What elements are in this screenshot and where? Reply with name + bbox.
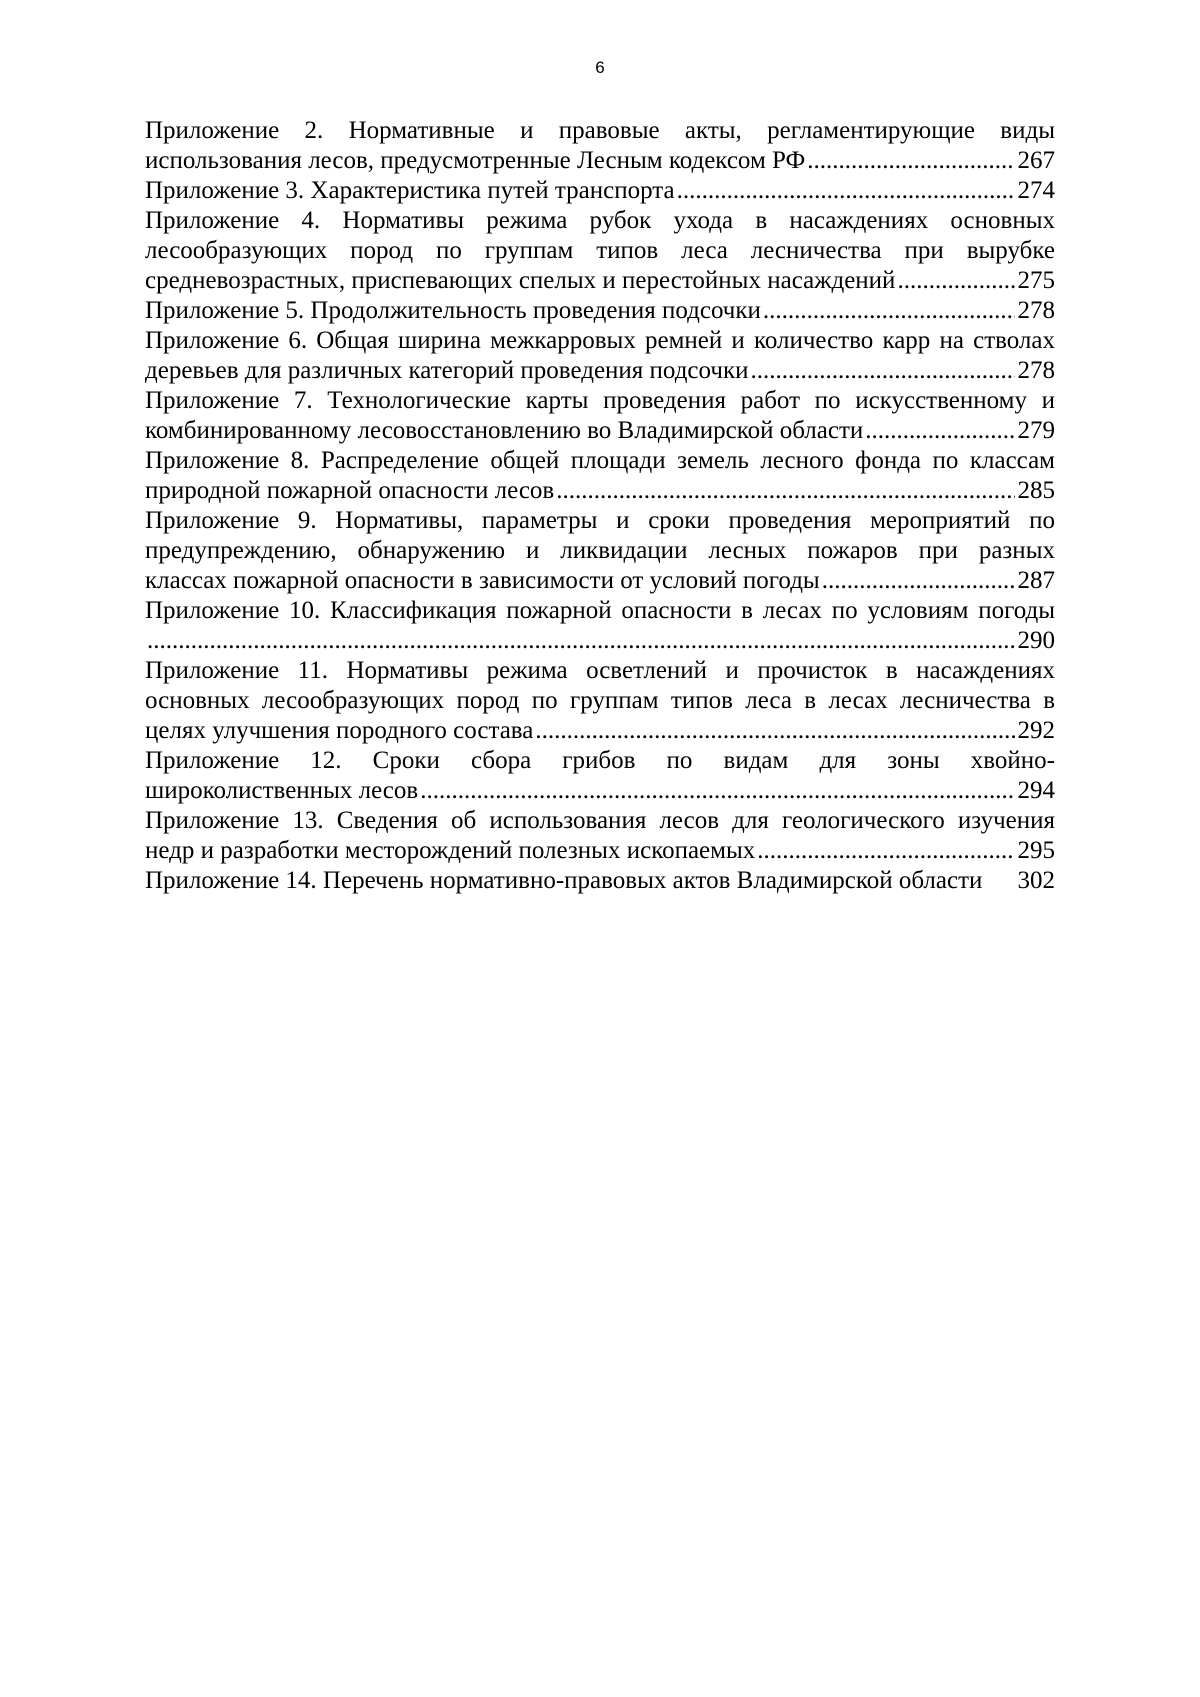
- toc-entry-text: недр и разработки месторождений полезных ископаемых: [145, 837, 756, 864]
- toc-entry-line: предупреждению, обнаружению и ликвидации лесных пожаров при разных: [145, 537, 1055, 564]
- dot-leader: [556, 476, 1014, 506]
- table-of-contents: [145, 116, 1055, 896]
- toc-entry-line: Приложение 6. Общая ширина межкарровых ремней и количество карр на стволах: [145, 327, 1055, 354]
- toc-entry-last-line: [145, 836, 1055, 866]
- toc-entry-line: Приложение 4. Нормативы режима рубок ухода в насаждениях основных: [145, 207, 1055, 234]
- toc-entry-page: 274: [1017, 177, 1055, 204]
- toc-entry-line: Приложение 7. Технологические карты проведения работ по искусственному и: [145, 387, 1055, 414]
- toc-entry-page: 287: [1017, 567, 1055, 594]
- dot-leader: [147, 626, 1015, 656]
- toc-entry-page: 279: [1017, 417, 1055, 444]
- dot-leader: [822, 566, 1015, 596]
- toc-entry-text: Приложение 5. Продолжительность проведения подсочки: [145, 297, 761, 324]
- toc-entry-last-line: [145, 296, 1055, 326]
- toc-entry-page: 285: [1017, 477, 1055, 504]
- toc-entry-line: Приложение 12. Сроки сбора грибов по видам для зоны хвойно-: [145, 747, 1055, 774]
- toc-entry-text: средневозрастных, приспевающих спелых и перестойных насаждений: [145, 267, 896, 294]
- toc-entry-line: лесообразующих пород по группам типов леса лесничества при вырубке: [145, 237, 1055, 264]
- dot-leader: [420, 776, 1014, 806]
- dot-leader: [535, 716, 1014, 746]
- page-number: 6: [595, 58, 605, 77]
- toc-entry-last-line: [145, 356, 1055, 386]
- toc-entry-page: 267: [1017, 147, 1055, 174]
- toc-entry-last-line: [145, 626, 1055, 656]
- dot-leader: [807, 146, 1014, 176]
- toc-entry-line: Приложение 8. Распределение общей площади земель лесного фонда по классам: [145, 447, 1055, 474]
- toc-entry-line: основных лесообразующих пород по группам типов леса в лесах лесничества в: [145, 687, 1055, 714]
- toc-entry-line: Приложение 11. Нормативы режима осветлений и прочисток в насаждениях: [145, 657, 1055, 684]
- toc-entry-page: 295: [1017, 837, 1055, 864]
- toc-entry-line: Приложение 2. Нормативные и правовые акты, регламентирующие виды: [145, 117, 1055, 144]
- toc-entry-text: деревьев для различных категорий проведения подсочки: [145, 357, 749, 384]
- toc-entry-page: 278: [1017, 297, 1055, 324]
- toc-entry-last-line: [145, 866, 1055, 896]
- toc-entry-page: 278: [1017, 357, 1055, 384]
- dot-leader: [763, 296, 1015, 326]
- toc-entry-last-line: [145, 476, 1055, 506]
- toc-entry-text: использования лесов, предусмотренные Лесным кодексом РФ: [145, 147, 806, 174]
- toc-entry-page: 275: [1017, 267, 1055, 294]
- toc-entry-text: широколиственных лесов: [145, 777, 419, 804]
- toc-entry-line: Приложение 13. Сведения об использования лесов для геологического изучения: [145, 807, 1055, 834]
- toc-entry-text: комбинированному лесовосстановлению во Владимирской области: [145, 417, 864, 444]
- toc-entry-text: классах пожарной опасности в зависимости от условий погоды: [145, 567, 820, 594]
- toc-entry-last-line: [145, 176, 1055, 206]
- toc-entry-line: Приложение 9. Нормативы, параметры и сроки проведения мероприятий по: [145, 507, 1055, 534]
- toc-entry-last-line: [145, 416, 1055, 446]
- toc-entry-page: 294: [1017, 777, 1055, 804]
- toc-entry-last-line: [145, 716, 1055, 746]
- toc-entry-last-line: [145, 776, 1055, 806]
- toc-entry-text: природной пожарной опасности лесов: [145, 477, 555, 504]
- toc-entry-text: Приложение 14. Перечень нормативно-правовых актов Владимирской области: [145, 867, 983, 894]
- toc-entry-last-line: [145, 146, 1055, 176]
- toc-entry-last-line: [145, 566, 1055, 596]
- toc-entry-page: 302: [1017, 867, 1055, 894]
- toc-entry-text: целях улучшения породного состава: [145, 717, 534, 744]
- toc-entry-text: Приложение 3. Характеристика путей транспорта: [145, 177, 675, 204]
- dot-leader: [677, 176, 1015, 206]
- toc-entry-page: 292: [1017, 717, 1055, 744]
- dot-leader: [897, 266, 1014, 296]
- toc-entry-last-line: [145, 266, 1055, 296]
- toc-entry-page: 290: [1017, 627, 1055, 654]
- dot-leader: [865, 416, 1014, 446]
- dot-leader: [757, 836, 1014, 866]
- dot-leader: [750, 356, 1014, 386]
- toc-entry-line: Приложение 10. Классификация пожарной опасности в лесах по условиям погоды: [145, 597, 1055, 624]
